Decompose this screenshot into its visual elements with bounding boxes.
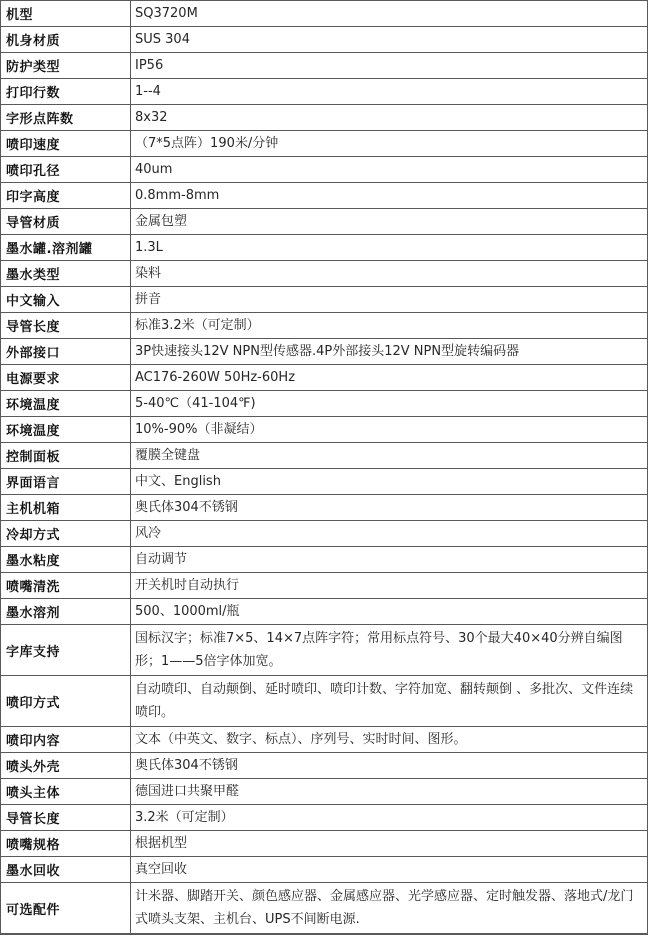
spec-label: 机型 [1, 1, 131, 27]
spec-label: 导管长度 [1, 805, 131, 831]
spec-label: 喷嘴规格 [1, 831, 131, 857]
spec-value: （7*5点阵）190米/分钟 [131, 131, 648, 157]
spec-value: 10%-90%（非凝结） [131, 417, 648, 443]
table-row [1, 625, 648, 676]
spec-label: 防护类型 [1, 53, 131, 79]
table-row [1, 131, 648, 157]
spec-value: 标准3.2米（可定制） [131, 313, 648, 339]
table-row [1, 183, 648, 209]
spec-value: 奥氏体304不锈钢 [131, 495, 648, 521]
spec-label: 喷印内容 [1, 727, 131, 753]
table-row [1, 599, 648, 625]
spec-value: 500、1000ml/瓶 [131, 599, 648, 625]
table-row [1, 573, 648, 599]
spec-label: 导管长度 [1, 313, 131, 339]
table-row [1, 105, 648, 131]
spec-value: 计米器、脚踏开关、颜色感应器、金属感应器、光学感应器、定时触发器、落地式/龙门式喷头支架、主机台、UPS不间断电源. [131, 883, 648, 935]
spec-label: 墨水罐.溶剂罐 [1, 235, 131, 261]
spec-value: 金属包塑 [131, 209, 648, 235]
table-row [1, 157, 648, 183]
spec-value: SQ3720M [131, 1, 648, 27]
table-row [1, 209, 648, 235]
spec-value: 自动喷印、自动颠倒、延时喷印、喷印计数、字符加宽、翻转颠倒 、多批次、文件连续喷印。 [131, 676, 648, 727]
spec-value: 真空回收 [131, 857, 648, 883]
table-row [1, 339, 648, 365]
table-row [1, 495, 648, 521]
spec-value: 国标汉字；标准7×5、14×7点阵字符；常用标点符号、30个最大40×40分辨自编图形；1——5倍字体加宽。 [131, 625, 648, 676]
table-row [1, 79, 648, 105]
spec-label: 导管材质 [1, 209, 131, 235]
spec-value: 40um [131, 157, 648, 183]
spec-value: 开关机时自动执行 [131, 573, 648, 599]
spec-label: 环境温度 [1, 391, 131, 417]
spec-label: 喷头主体 [1, 779, 131, 805]
spec-value: 5-40℃（41-104℉) [131, 391, 648, 417]
table-row [1, 261, 648, 287]
table-row [1, 779, 648, 805]
spec-label: 墨水溶剂 [1, 599, 131, 625]
spec-label: 主机机箱 [1, 495, 131, 521]
spec-value: 3.2米（可定制） [131, 805, 648, 831]
spec-label: 界面语言 [1, 469, 131, 495]
spec-label: 字库支持 [1, 625, 131, 676]
table-row [1, 857, 648, 883]
spec-label: 墨水回收 [1, 857, 131, 883]
table-row [1, 753, 648, 779]
table-row [1, 53, 648, 79]
spec-value: 1--4 [131, 79, 648, 105]
spec-label: 印字高度 [1, 183, 131, 209]
spec-value: 8x32 [131, 105, 648, 131]
spec-value: 中文、English [131, 469, 648, 495]
spec-label: 可选配件 [1, 883, 131, 935]
table-row [1, 1, 648, 27]
spec-value: 文本（中英文、数字、标点）、序列号、实时时间、图形。 [131, 727, 648, 753]
spec-value: 德国进口共聚甲醛 [131, 779, 648, 805]
table-row [1, 27, 648, 53]
spec-label: 机身材质 [1, 27, 131, 53]
table-row [1, 287, 648, 313]
spec-label: 冷却方式 [1, 521, 131, 547]
spec-label: 打印行数 [1, 79, 131, 105]
table-row [1, 727, 648, 753]
spec-value: AC176-260W 50Hz-60Hz [131, 365, 648, 391]
spec-label: 喷印孔径 [1, 157, 131, 183]
spec-label: 喷印方式 [1, 676, 131, 727]
table-row [1, 469, 648, 495]
spec-label: 喷印速度 [1, 131, 131, 157]
spec-value: SUS 304 [131, 27, 648, 53]
table-row [1, 547, 648, 573]
spec-value: 覆膜全键盘 [131, 443, 648, 469]
table-row [1, 365, 648, 391]
spec-label: 环境温度 [1, 417, 131, 443]
spec-value: 染料 [131, 261, 648, 287]
spec-value: 拼音 [131, 287, 648, 313]
table-row [1, 521, 648, 547]
table-row [1, 443, 648, 469]
spec-label: 喷头外壳 [1, 753, 131, 779]
table-row [1, 831, 648, 857]
table-row [1, 883, 648, 935]
spec-label: 喷嘴清洗 [1, 573, 131, 599]
spec-label: 字形点阵数 [1, 105, 131, 131]
spec-label: 控制面板 [1, 443, 131, 469]
spec-value: 3P快速接头12V NPN型传感器.4P外部接头12V NPN型旋转编码器 [131, 339, 648, 365]
spec-value: IP56 [131, 53, 648, 79]
spec-value: 自动调节 [131, 547, 648, 573]
spec-label: 墨水粘度 [1, 547, 131, 573]
spec-label: 外部接口 [1, 339, 131, 365]
table-row [1, 313, 648, 339]
spec-value: 风冷 [131, 521, 648, 547]
table-row [1, 676, 648, 727]
spec-label: 墨水类型 [1, 261, 131, 287]
spec-label: 中文输入 [1, 287, 131, 313]
spec-value: 0.8mm-8mm [131, 183, 648, 209]
spec-value: 奥氏体304不锈钢 [131, 753, 648, 779]
table-row [1, 417, 648, 443]
spec-label: 电源要求 [1, 365, 131, 391]
table-row [1, 235, 648, 261]
table-row [1, 805, 648, 831]
spec-table-body [1, 1, 648, 935]
table-row [1, 391, 648, 417]
spec-value: 1.3L [131, 235, 648, 261]
spec-value: 根据机型 [131, 831, 648, 857]
